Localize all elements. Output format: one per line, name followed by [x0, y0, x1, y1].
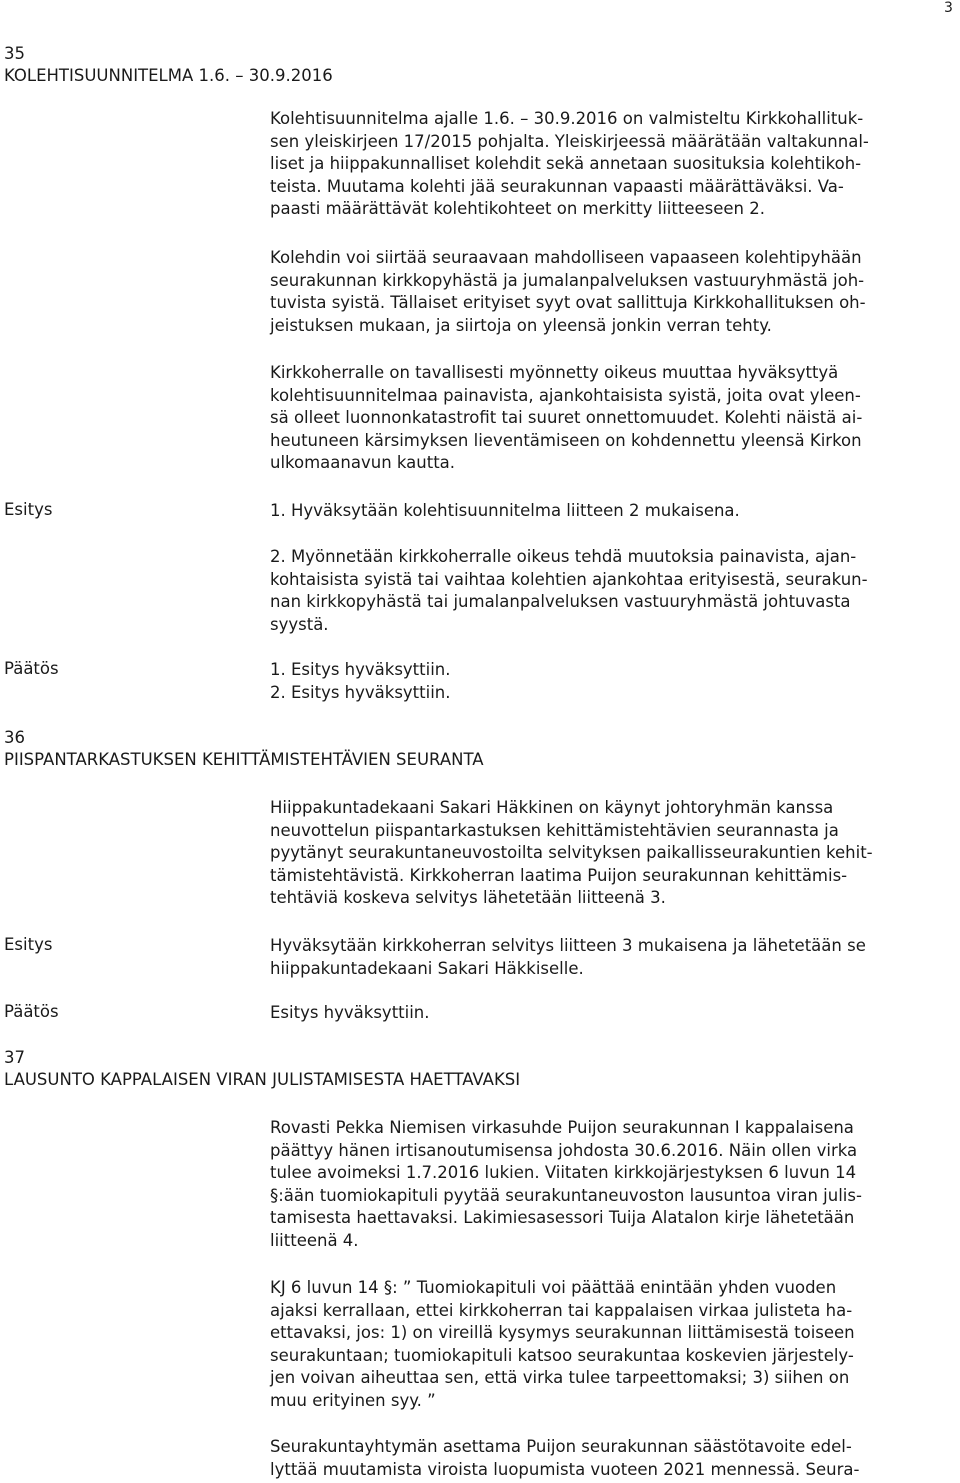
text-line: lyttää muutamista viroista luopumista vuoteen 2021 mennessä. Seura- — [270, 1459, 860, 1479]
text-line: nan kirkkopyhästä tai jumalanpalveluksen vastuuryhmästä johtuvasta — [270, 592, 851, 611]
text-line: kohtaisista syistä tai vaihtaa kolehtien ajankohtaa erityisestä, seurakun- — [270, 569, 868, 589]
paatos-label: Päätös — [4, 659, 59, 678]
text-line: Seurakuntayhtymän asettama Puijon seurakunnan säästötavoite edel- — [270, 1437, 852, 1456]
decision — [270, 1002, 950, 1025]
text-line: tämistehtävistä. Kirkkoherran laatima Puijon seurakunnan kehittämis- — [270, 865, 848, 885]
section-number: 35 — [4, 44, 25, 63]
section-title: PIISPANTARKASTUKSEN KEHITTÄMISTEHTÄVIEN SEURANTA — [4, 750, 484, 769]
text-line: tuvista syistä. Tällaiset erityiset syyt ovat sallittuja Kirkkohallituksen oh- — [270, 293, 866, 312]
text-line: liitteenä 4. — [270, 1230, 359, 1250]
text-line: jen voivan aiheuttaa sen, että virka tulee tarpeettomaksi; 3) siihen on — [270, 1368, 850, 1387]
text-line: teista. Muutama kolehti jää seurakunnan vapaasti määrättäväksi. Va- — [270, 176, 844, 196]
text-line: 2. Esitys hyväksyttiin. — [270, 682, 451, 702]
text-line: pyytänyt seurakuntaneuvostoilta selvityksen paikallisseurakuntien kehit- — [270, 843, 873, 862]
proposal — [270, 500, 950, 523]
text-line: neuvottelun piispantarkastuksen kehittämistehtävien seurannasta ja — [270, 820, 839, 840]
text-line: tehtäviä koskeva selvitys lähetetään liitteenä 3. — [270, 888, 666, 907]
text-line: ettavaksi, jos: 1) on vireillä kysymys seurakunnan liittämisestä toiseen — [270, 1323, 855, 1342]
esitys-label: Esitys — [4, 500, 53, 519]
text-line: Esitys hyväksyttiin. — [270, 1003, 430, 1022]
text-line: Rovasti Pekka Niemisen virkasuhde Puijon seurakunnan I kappalaisena — [270, 1118, 854, 1137]
text-line: seurakuntaan; tuomiokapituli katsoo seurakuntaa koskevien järjestely- — [270, 1345, 854, 1365]
page-number: 3 — [944, 0, 953, 16]
section-number: 36 — [4, 728, 25, 747]
proposal — [270, 546, 950, 636]
text-line: ulkomaanavun kautta. — [270, 453, 456, 472]
esitys-label: Esitys — [4, 935, 53, 954]
text-line: sä olleet luonnonkatastrofit tai suuret onnettomuudet. Kolehti näistä ai- — [270, 408, 863, 427]
section-title: KOLEHTISUUNNITELMA 1.6. – 30.9.2016 — [4, 66, 333, 85]
text-line: Kirkkoherralle on tavallisesti myönnetty oikeus muuttaa hyväksyttyä — [270, 363, 839, 382]
section-number: 37 — [4, 1048, 25, 1067]
paragraph — [270, 362, 950, 475]
text-line: 1. Hyväksytään kolehtisuunnitelma liitteen 2 mukaisena. — [270, 501, 740, 520]
text-line: tulee avoimeksi 1.7.2016 lukien. Viitaten kirkkojärjestyksen 6 luvun 14 — [270, 1163, 857, 1182]
paragraph — [270, 108, 950, 221]
text-line: 1. Esitys hyväksyttiin. — [270, 660, 451, 679]
text-line: Kolehdin voi siirtää seuraavaan mahdolliseen vapaaseen kolehtipyhään — [270, 248, 862, 267]
text-line: seurakunnan kirkkopyhästä ja jumalanpalveluksen vastuuryhmästä joh- — [270, 270, 865, 290]
text-line: hiippakuntadekaani Sakari Häkkiselle. — [270, 958, 584, 978]
text-line: KJ 6 luvun 14 §: ” Tuomiokapituli voi päättää enintään yhden vuoden — [270, 1278, 837, 1297]
text-line: Hyväksytään kirkkoherran selvitys liitteen 3 mukaisena ja lähetetään se — [270, 936, 866, 955]
paragraph — [270, 1436, 950, 1481]
text-line: §:ään tuomiokapituli pyytää seurakuntaneuvoston lausuntoa viran julis- — [270, 1185, 862, 1205]
text-line: sen yleiskirjeen 17/2015 pohjalta. Yleiskirjeessä määrätään valtakunnal- — [270, 131, 869, 151]
paragraph — [270, 247, 950, 337]
text-line: syystä. — [270, 614, 329, 634]
text-line: jeistuksen mukaan, ja siirtoja on yleensä jonkin verran tehty. — [270, 315, 772, 335]
paatos-label: Päätös — [4, 1002, 59, 1021]
paragraph — [270, 797, 950, 910]
paragraph — [270, 1117, 950, 1252]
decision — [270, 659, 950, 704]
text-line: tamisesta haettavaksi. Lakimiesasessori Tuija Alatalon kirje lähetetään — [270, 1208, 855, 1227]
proposal — [270, 935, 950, 980]
text-line: liset ja hiippakunnalliset kolehdit sekä annetaan suosituksia kolehtikoh- — [270, 154, 862, 173]
text-line: 2. Myönnetään kirkkoherralle oikeus tehdä muutoksia painavista, ajan- — [270, 547, 857, 566]
text-line: kolehtisuunnitelmaa painavista, ajankohtaisista syistä, joita ovat yleen- — [270, 385, 861, 405]
text-line: Kolehtisuunnitelma ajalle 1.6. – 30.9.2016 on valmisteltu Kirkkohallituk- — [270, 109, 864, 128]
text-line: paasti määrättävät kolehtikohteet on merkitty liitteeseen 2. — [270, 199, 765, 218]
text-line: päättyy hänen irtisanoutumisensa johdosta 30.6.2016. Näin ollen virka — [270, 1140, 858, 1160]
text-line: Hiippakuntadekaani Sakari Häkkinen on käynyt johtoryhmän kanssa — [270, 798, 834, 817]
text-line: heutuneen kärsimyksen lieventämiseen on kohdennettu yleensä Kirkon — [270, 430, 862, 450]
text-line: muu erityinen syy. ” — [270, 1390, 436, 1410]
section-title: LAUSUNTO KAPPALAISEN VIRAN JULISTAMISESTA HAETTAVAKSI — [4, 1070, 521, 1089]
text-line: ajaksi kerrallaan, ettei kirkkoherran tai kappalaisen virkaa julisteta ha- — [270, 1300, 853, 1320]
paragraph — [270, 1277, 950, 1412]
